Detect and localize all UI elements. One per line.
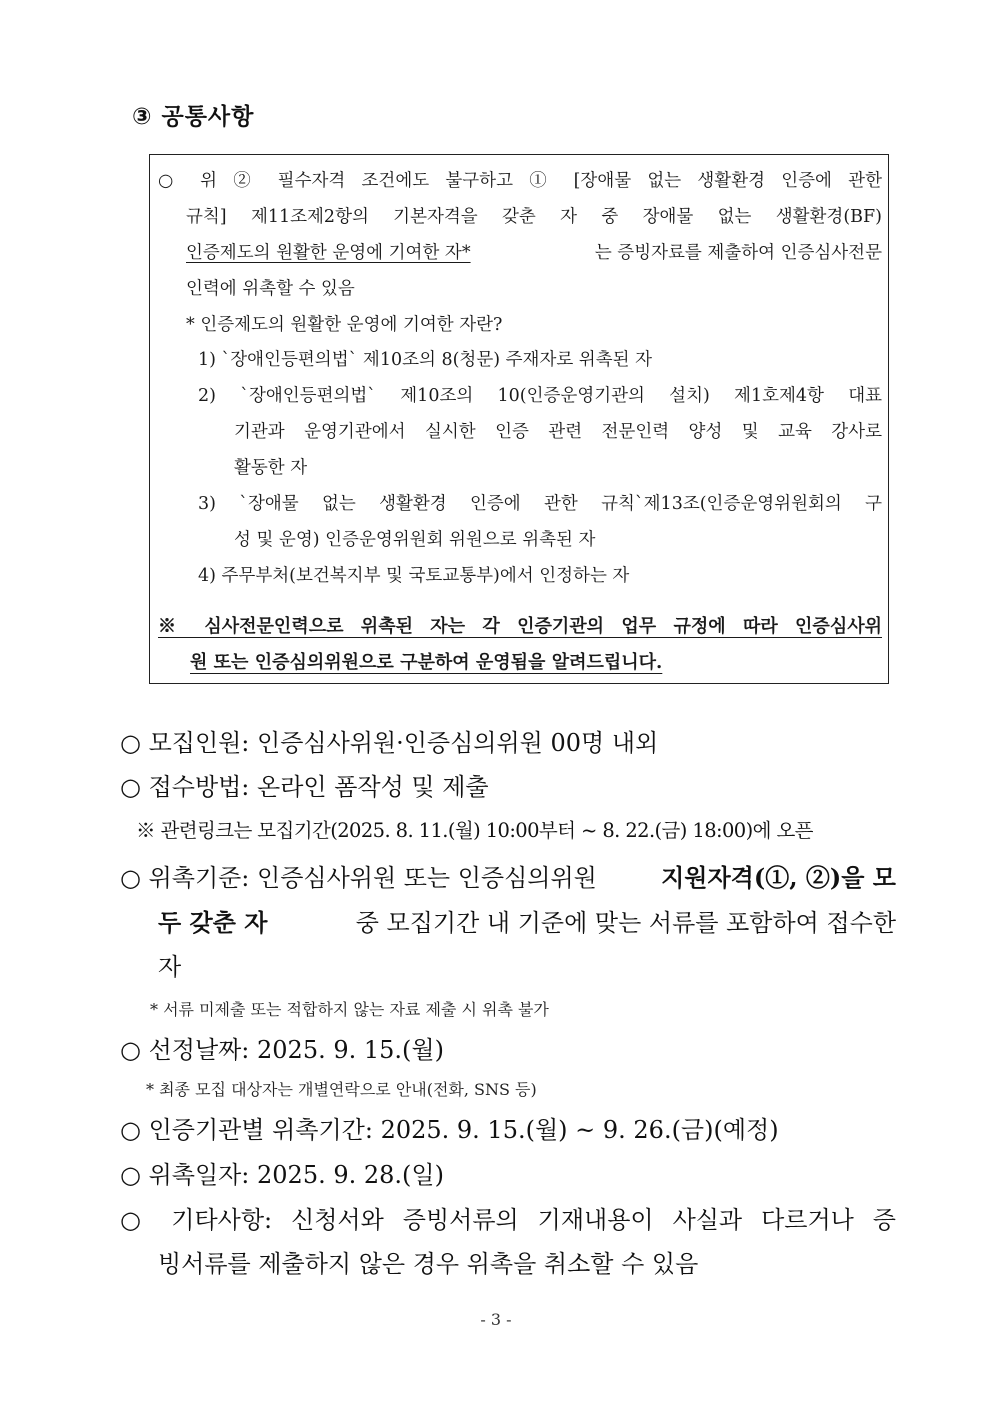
box-line-2: 규칙] 제11조제2항의 기본자격을 갖춘 자 중 장애물 없는 생활환경(BF) xyxy=(186,207,882,227)
section-heading: ③ 공통사항 xyxy=(132,104,255,130)
definition-item-1: 1) `장애인등편의법` 제10조의 8(청문) 주재자로 위촉된 자 xyxy=(198,350,652,370)
notice-line-2: 원 또는 인증심의위원으로 구분하여 운영됨을 알려드립니다. xyxy=(190,652,663,673)
criteria-all-met: 두 갖춘 자 xyxy=(158,908,268,937)
definition-item-2: 2) `장애인등편의법` 제10조의 10(인증운영기관의 설치) 제1호제4항 대표 xyxy=(198,386,882,406)
appointment-period: ○ 인증기관별 위촉기간: 2025. 9. 15.(월) ~ 9. 26.(금)(예정) xyxy=(120,1116,779,1144)
criteria-text: ○ 위촉기준: 인증심사위원 또는 인증심의위원 xyxy=(120,864,597,892)
submission-method: ○ 접수방법: 온라인 폼작성 및 제출 xyxy=(120,773,489,801)
box-line-3-rest: 는 증빙자료를 제출하여 인증심사전문 xyxy=(594,243,882,263)
box-definition-question: * 인증제도의 원활한 운영에 기여한 자란? xyxy=(186,315,503,335)
definition-item-3-cont: 성 및 운영) 인증운영위원회 위원으로 위촉된 자 xyxy=(234,530,596,550)
other-matters: ○ 기타사항: 신청서와 증빙서류의 기재내용이 사실과 다르거나 증 xyxy=(120,1206,896,1234)
page-number: - 3 - xyxy=(480,1310,512,1329)
box-line-3 xyxy=(186,239,882,264)
selection-note: * 최종 모집 대상자는 개별연락으로 안내(전화, SNS 등) xyxy=(146,1080,537,1099)
appointment-date: ○ 위촉일자: 2025. 9. 28.(일) xyxy=(120,1161,444,1189)
criteria-qualification: 지원자격(①, ②)을 모 xyxy=(661,863,896,892)
box-line-4: 인력에 위촉할 수 있음 xyxy=(186,279,355,299)
other-matters-cont: 빙서류를 제출하지 않은 경우 위촉을 취소할 수 있음 xyxy=(158,1250,699,1278)
box-line-1: ○ 위 ② 필수자격 조건에도 불구하고 ① [장애물 없는 생활환경 인증에 관한 xyxy=(158,171,882,191)
criteria-line-2 xyxy=(158,903,896,938)
recruit-count: ○ 모집인원: 인증심사위원·인증심의위원 00명 내외 xyxy=(120,729,659,757)
definition-item-4: 4) 주무부처(보건복지부 및 국토교통부)에서 인정하는 자 xyxy=(198,566,630,586)
definition-item-2-cont: 기관과 운영기관에서 실시한 인증 관련 전문인력 양성 및 교육 강사로 xyxy=(234,422,882,442)
criteria-note: * 서류 미제출 또는 적합하지 않는 자료 제출 시 위촉 불가 xyxy=(150,1000,549,1019)
selection-date: ○ 선정날짜: 2025. 9. 15.(월) xyxy=(120,1036,444,1064)
definition-item-3: 3) `장애물 없는 생활환경 인증에 관한 규칙`제13조(인증운영위원회의 구 xyxy=(198,494,882,514)
criteria-continuation: 중 모집기간 내 기준에 맞는 서류를 포함하여 접수한 xyxy=(355,909,896,937)
definition-item-2-end: 활동한 자 xyxy=(234,458,308,478)
criteria-line-1 xyxy=(120,858,896,893)
contributor-term: 인증제도의 원활한 운영에 기여한 자* xyxy=(186,243,471,263)
common-requirements-box xyxy=(149,154,889,684)
notice-line-1: ※ 심사전문인력으로 위촉된 자는 각 인증기관의 업무 규정에 따라 인증심사위 xyxy=(158,616,882,637)
related-link-note: ※ 관련링크는 모집기간(2025. 8. 11.(월) 10:00부터 ~ 8. 22.(금) 18:00)에 오픈 xyxy=(136,819,813,842)
criteria-line-3: 자 xyxy=(158,953,182,981)
